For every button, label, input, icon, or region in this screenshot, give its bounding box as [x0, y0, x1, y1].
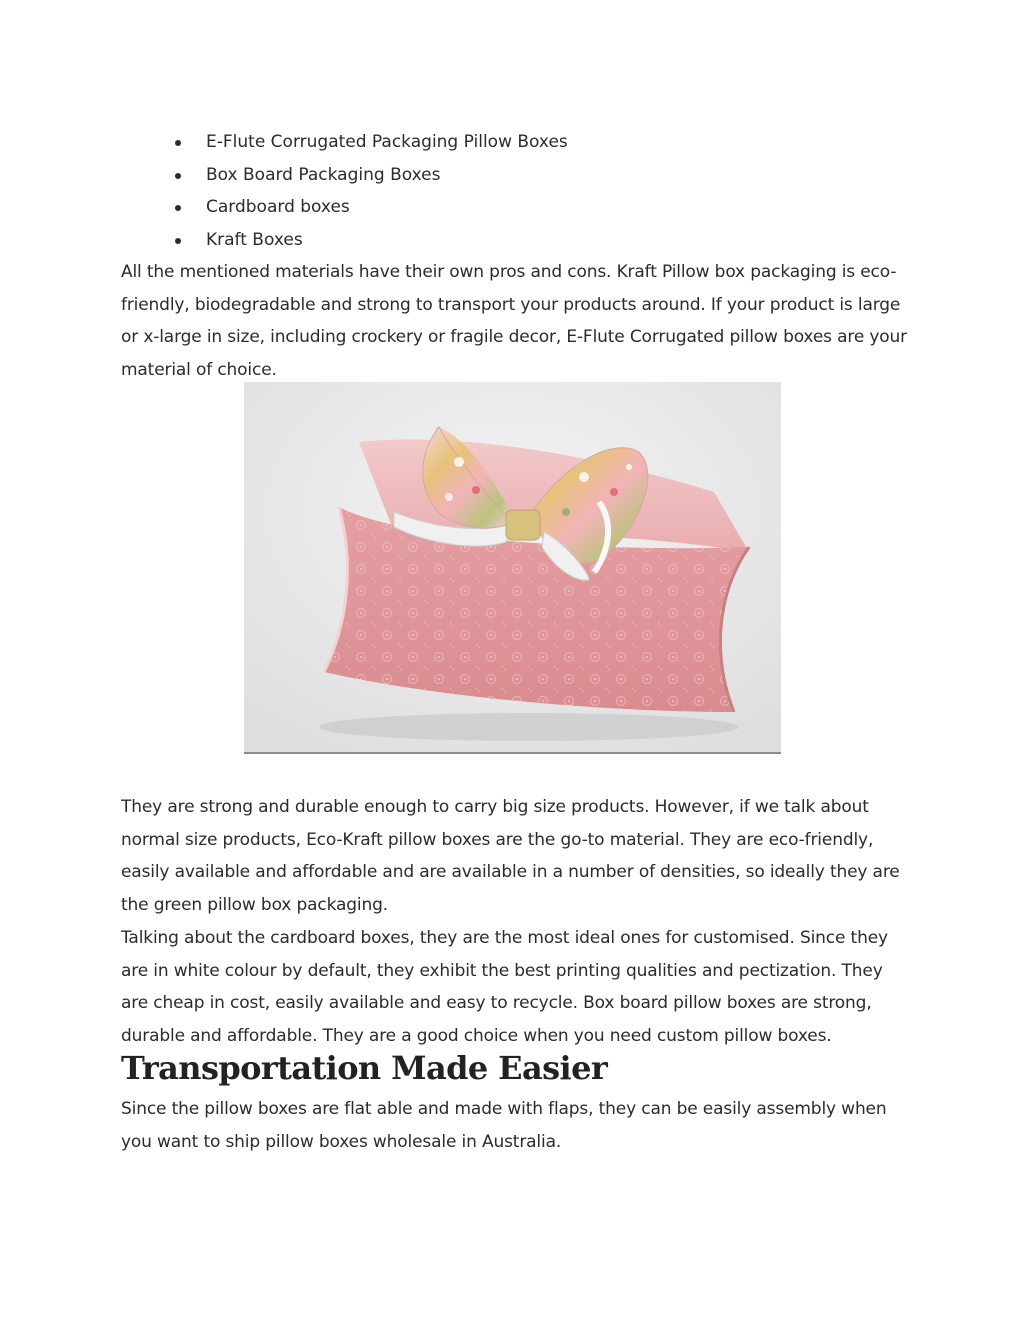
list-item: [168, 126, 568, 159]
pink-pillow-box-photo: [244, 382, 781, 754]
paragraph-strong-durable: They are strong and durable enough to carry big size products. However, if we talk about normal size products, Eco-Kraft pillow boxes are the go-to material. They are eco-friendly, easily available and affordable and are available in a number of densities, so ideally they are the green pillow box packaging.: [121, 797, 900, 916]
paragraph-cardboard-boxes: Talking about the cardboard boxes, they are the most ideal ones for customised. Since they are in white colour by default, they exhibit the best printing qualities and pectization. They are cheap in cost, easily available and easy to recycle. Box board pillow boxes are strong, durable and affordable. They are a good choice when you need custom pillow boxes.: [121, 928, 888, 1047]
list-item: [168, 191, 568, 224]
list-item: [168, 159, 568, 192]
paragraph-transportation: Since the pillow boxes are flat able and made with flaps, they can be easily assembly when you want to ship pillow boxes wholesale in Australia.: [121, 1099, 887, 1152]
bullet-icon: [175, 238, 181, 244]
heading-transportation: Transportation Made Easier: [121, 1049, 608, 1087]
list-item-text: Box Board Packaging Boxes: [206, 164, 441, 185]
bullet-icon: [175, 140, 181, 146]
bullet-icon: [175, 173, 181, 179]
paragraph-materials-pros-cons: All the mentioned materials have their own pros and cons. Kraft Pillow box packaging is eco-friendly, biodegradable and strong to transport your products around. If your product is large or x-large in size, including crockery or fragile decor, E-Flute Corrugated pillow boxes are your material of choice.: [121, 262, 908, 381]
bullet-icon: [175, 205, 181, 211]
materials-bullet-list: [168, 126, 568, 256]
list-item-text: Kraft Boxes: [206, 229, 303, 250]
list-item-text: Cardboard boxes: [206, 197, 350, 218]
list-item: [168, 224, 568, 257]
list-item-text: E-Flute Corrugated Packaging Pillow Boxes: [206, 132, 568, 152]
